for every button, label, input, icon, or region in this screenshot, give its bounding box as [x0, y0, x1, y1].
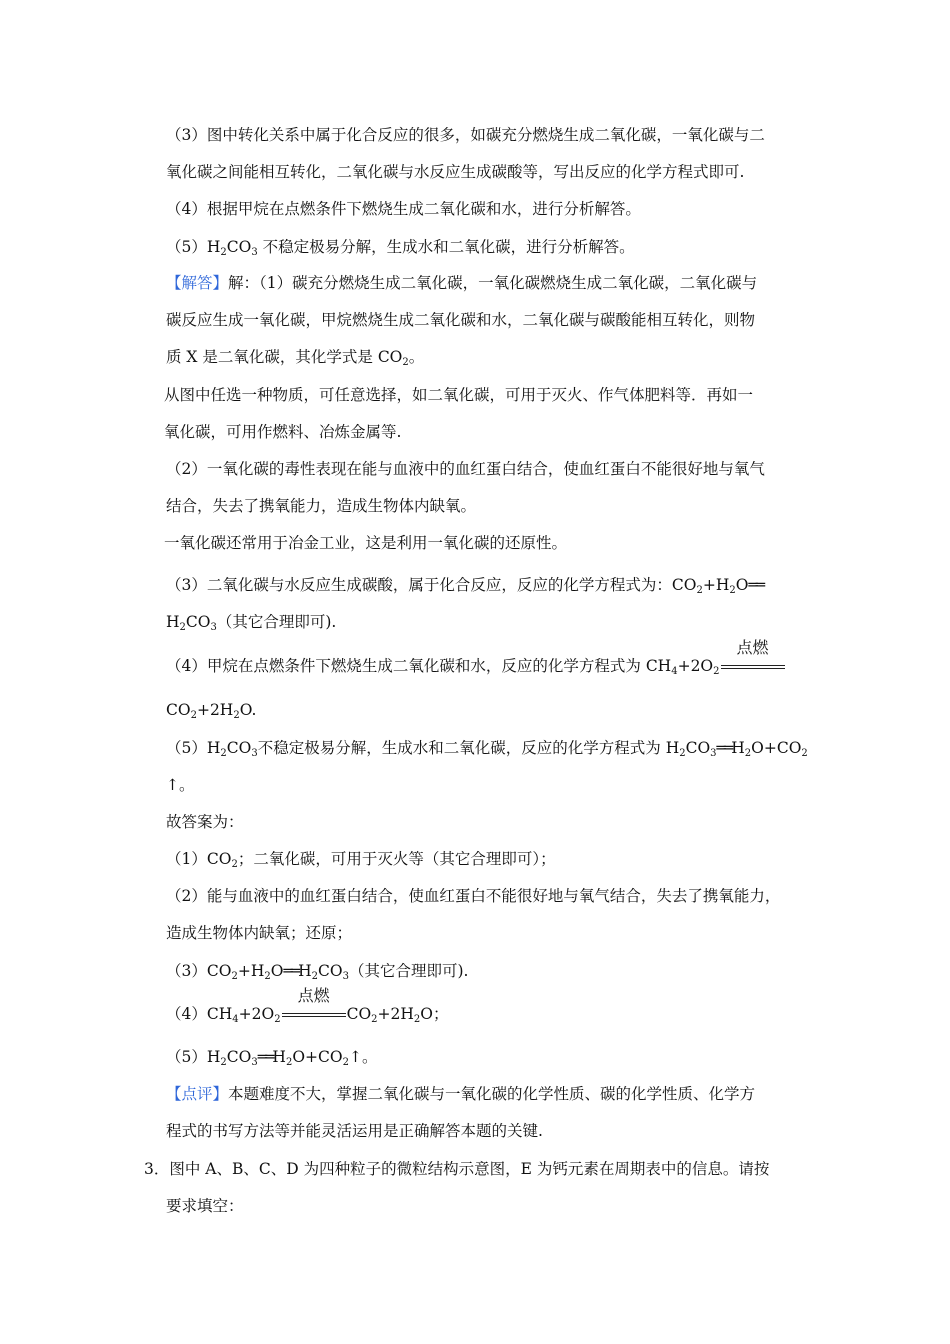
answer-line: 碳反应生成一氧化碳，甲烷燃烧生成二氧化碳和水，二氧化碳与碳酸能相互转化，则物 [166, 311, 756, 329]
summary-line: 造成生物体内缺氧；还原； [166, 924, 353, 942]
answer-line: （4）甲烷在点燃条件下燃烧生成二氧化碳和水，反应的化学方程式为 $CH_4+2O_2$ 点燃 [166, 655, 786, 677]
summary-line: $(5)H_2CO_3══H_2O+CO_2↑$。 [166, 1047, 378, 1068]
answer-line: 质 X 是二氧化碳，其化学式是 $CO_2$。 [166, 348, 425, 368]
answer-line: （2）一氧化碳的毒性表现在能与血液中的血红蛋白结合，使血红蛋白不能很好地与氧气 [166, 460, 765, 478]
ignite-condition: 点燃 [282, 1005, 346, 1021]
hint-line: $(5)H_2CO_3$ 不稳定极易分解，生成水和二氧化碳，进行分析解答。 [166, 238, 635, 258]
answer-line: 结合，失去了携氧能力，造成生物体内缺氧。 [166, 497, 477, 515]
answer-line: $(5)H_2CO_3$不稳定极易分解，生成水和二氧化碳，反应的化学方程式为 $H_2CO_3══H_2O+CO_2$ [166, 738, 808, 759]
answer-line: 氧化碳，可用作燃料、冶炼金属等. [164, 423, 402, 441]
summary-line: $(4)CH_4+2O_2$ 点燃 $CO_2+2H_2O$； [166, 986, 449, 1025]
answer-line: 【解答】解：（1）碳充分燃烧生成二氧化碳，一氧化碳燃烧生成二氧化碳，二氧化碳与 [166, 274, 758, 292]
summary-intro: 故答案为： [166, 813, 244, 831]
review-line: 程式的书写方法等并能灵活运用是正确解答本题的关键. [166, 1122, 543, 1140]
question-line: 要求填空： [166, 1197, 244, 1215]
hint-line: 氧化碳之间能相互转化，二氧化碳与水反应生成碳酸等，写出反应的化学方程式即可. [166, 163, 745, 181]
answer-line: 从图中任选一种物质，可任意选择，如二氧化碳，可用于灭火、作气体肥料等．再如一 [164, 386, 754, 404]
question-number: 3． [144, 1160, 170, 1178]
review-line: 【点评】本题难度不大，掌握二氧化碳与一氧化碳的化学性质、碳的化学性质、化学方 [166, 1085, 756, 1103]
summary-line: $(1)CO_2$；二氧化碳，可用于灭火等（其它合理即可）； [166, 850, 556, 870]
answer-line: ↑。 [166, 776, 195, 794]
question-line: 3．图中 A、B、C、D 为四种粒子的微粒结构示意图，E 为钙元素在周期表中的信息。请按 [144, 1160, 770, 1178]
answer-line: $H_2CO_3$（其它合理即可). [166, 613, 337, 633]
ignite-condition: 点燃 [721, 657, 785, 673]
hint-line: （3）图中转化关系中属于化合反应的很多，如碳充分燃烧生成二氧化碳，一氧化碳与二 [166, 126, 765, 144]
answer-line: $CO_2+2H_2O$. [166, 701, 257, 721]
review-tag: 【点评】 [166, 1085, 229, 1103]
answer-tag: 【解答】 [166, 274, 229, 292]
answer-line: 一氧化碳还常用于冶金工业，这是利用一氧化碳的还原性。 [164, 534, 568, 552]
summary-line: （2）能与血液中的血红蛋白结合，使血红蛋白不能很好地与氧气结合，失去了携氧能力， [166, 887, 781, 905]
answer-line: （3）二氧化碳与水反应生成碳酸，属于化合反应，反应的化学方程式为：$CO_2+H_2O══$ [166, 575, 764, 596]
summary-line: $(3)CO_2+H_2O══H_2CO_3$（其它合理即可). [166, 961, 469, 982]
hint-line: （4）根据甲烷在点燃条件下燃烧生成二氧化碳和水，进行分析解答。 [166, 200, 641, 218]
